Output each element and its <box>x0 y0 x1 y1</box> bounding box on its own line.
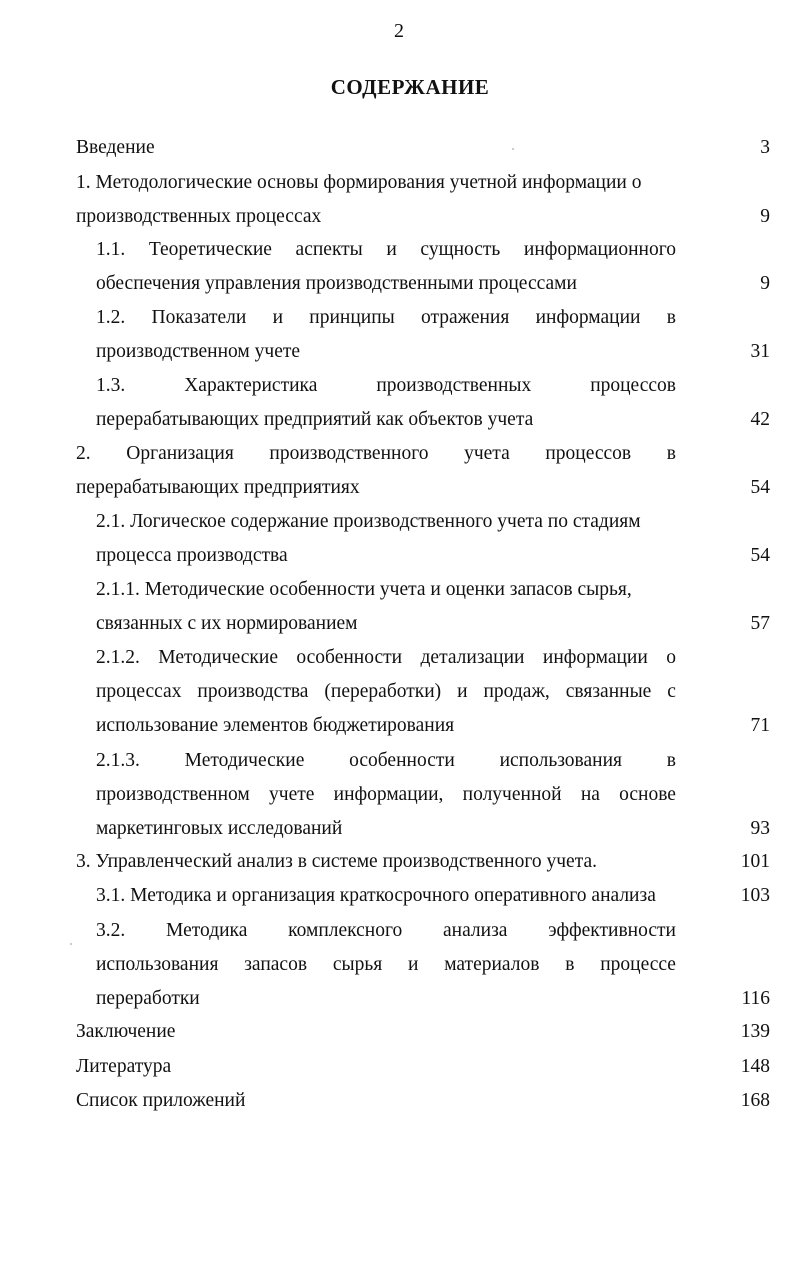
toc-entry-line <box>96 641 676 675</box>
toc-entry-line: перерабатывающих предприятий как объектов учета <box>96 409 534 430</box>
toc-word: принципы <box>309 307 395 328</box>
toc-word: 2. <box>76 443 91 464</box>
toc-page-number: 42 <box>750 409 770 430</box>
toc-entry-line: 3. Управленческий анализ в системе производственного учета. <box>76 851 598 872</box>
toc-word: о <box>666 647 676 668</box>
toc-word: информации, <box>333 784 444 805</box>
toc-word: связанные <box>565 681 652 702</box>
toc-word: (переработки) <box>324 681 442 702</box>
toc-entry-line: Введение <box>76 137 155 158</box>
toc-page-number: 31 <box>750 341 770 362</box>
toc-page-number: 116 <box>741 988 770 1009</box>
toc-word: 3.2. <box>96 920 126 941</box>
toc-entry-line: 3.1. Методика и организация краткосрочного оперативного анализа <box>96 885 656 906</box>
toc-word: производственном <box>96 784 250 805</box>
toc-word: аспекты <box>295 239 363 260</box>
toc-word: с <box>667 681 676 702</box>
toc-word: производственных <box>376 375 532 396</box>
toc-page-number: 103 <box>740 885 770 906</box>
toc-word: и <box>272 307 284 328</box>
toc-word: 1.3. <box>96 375 126 396</box>
toc-entry-line: Заключение <box>76 1021 176 1042</box>
toc-entry-line <box>96 778 676 812</box>
toc-entry-line <box>76 437 676 471</box>
toc-word: в <box>565 954 575 975</box>
toc-entry-line <box>96 914 676 948</box>
toc-entry-line <box>96 233 676 267</box>
toc-word: особенности <box>296 647 403 668</box>
toc-page-number: 9 <box>760 206 770 227</box>
toc-entry-line: связанных с их нормированием <box>96 613 358 634</box>
toc-word: производственного <box>269 443 429 464</box>
toc-word: Показатели <box>151 307 247 328</box>
scan-speck <box>70 943 72 945</box>
toc-entry-line: 2.1. Логическое содержание производственного учета по стадиям <box>96 511 641 532</box>
toc-entry-line: производственных процессах <box>76 206 322 227</box>
toc-entry-line: Литература <box>76 1056 172 1077</box>
scan-speck <box>512 148 514 150</box>
toc-page-number: 54 <box>750 545 770 566</box>
toc-entry-line: маркетинговых исследований <box>96 818 343 839</box>
toc-word: материалов <box>444 954 540 975</box>
toc-title: СОДЕРЖАНИЕ <box>330 75 490 99</box>
toc-word: процессов <box>545 443 632 464</box>
toc-word: эффективности <box>548 920 676 941</box>
toc-word: информации <box>542 647 648 668</box>
toc-word: информации <box>535 307 641 328</box>
toc-entry-line: использование элементов бюджетирования <box>96 715 455 736</box>
toc-word: учета <box>464 443 510 464</box>
toc-page-number: 139 <box>740 1021 770 1042</box>
toc-word: анализа <box>443 920 508 941</box>
toc-page-number: 93 <box>750 818 770 839</box>
toc-word: сущность <box>420 239 501 260</box>
toc-entry-line: 1. Методологические основы формирования учетной информации о <box>76 172 642 193</box>
toc-word: процессе <box>600 954 676 975</box>
toc-word: детализации <box>420 647 525 668</box>
toc-word: на <box>580 784 600 805</box>
toc-word: запасов <box>244 954 308 975</box>
toc-word: использования <box>96 954 219 975</box>
toc-word: использования <box>499 750 623 771</box>
toc-word: 2.1.2. <box>96 647 140 668</box>
toc-entry-line <box>96 675 676 709</box>
toc-word: производства <box>197 681 309 702</box>
toc-word: особенности <box>349 750 455 771</box>
toc-entry-line: перерабатывающих предприятиях <box>76 477 360 498</box>
toc-page-number: 148 <box>740 1056 770 1077</box>
toc-word: процессов <box>590 375 676 396</box>
toc-page-number: 54 <box>750 477 770 498</box>
toc-page-number: 168 <box>740 1090 770 1111</box>
toc-word: процессах <box>96 681 182 702</box>
toc-word: и <box>407 954 419 975</box>
toc-page-number: 9 <box>760 273 770 294</box>
toc-word: Методические <box>158 647 278 668</box>
toc-word: и <box>386 239 397 260</box>
toc-word: Методические <box>184 750 305 771</box>
toc-word: продаж, <box>483 681 550 702</box>
toc-entry-line: процесса производства <box>96 545 288 566</box>
toc-entry-line: переработки <box>96 988 200 1009</box>
toc-page-number: 57 <box>750 613 770 634</box>
toc-word: основе <box>619 784 676 805</box>
toc-entry-line <box>96 744 676 778</box>
toc-word: сырья <box>332 954 383 975</box>
toc-word: учете <box>269 784 315 805</box>
toc-page-number: 101 <box>740 851 770 872</box>
toc-word: 1.2. <box>96 307 126 328</box>
toc-word: Организация <box>126 443 234 464</box>
toc-word: Теоретические <box>148 239 272 260</box>
toc-entry-line: обеспечения управления производственными процессами <box>96 273 577 294</box>
toc-word: полученной <box>462 784 562 805</box>
toc-word: в <box>666 307 676 328</box>
toc-word: Характеристика <box>184 375 318 396</box>
toc-word: и <box>457 681 468 702</box>
toc-entry-line: Список приложений <box>76 1090 246 1111</box>
toc-word: 1.1. <box>96 239 126 260</box>
toc-entry-line <box>96 369 676 403</box>
toc-word: отражения <box>420 307 510 328</box>
toc-entry-line: производственном учете <box>96 341 301 362</box>
toc-page-number: 71 <box>750 715 770 736</box>
page-number: 2 <box>394 20 404 42</box>
toc-word: Методика <box>166 920 248 941</box>
toc-word: 2.1.3. <box>96 750 140 771</box>
toc-word: в <box>666 443 676 464</box>
toc-page-number: 3 <box>760 137 770 158</box>
toc-word: в <box>666 750 676 771</box>
toc-word: информационного <box>523 239 676 260</box>
toc-entry-line <box>96 301 676 335</box>
toc-entry-line: 2.1.1. Методические особенности учета и оценки запасов сырья, <box>96 579 632 600</box>
toc-entry-line <box>96 948 676 982</box>
toc-word: комплексного <box>288 920 403 941</box>
